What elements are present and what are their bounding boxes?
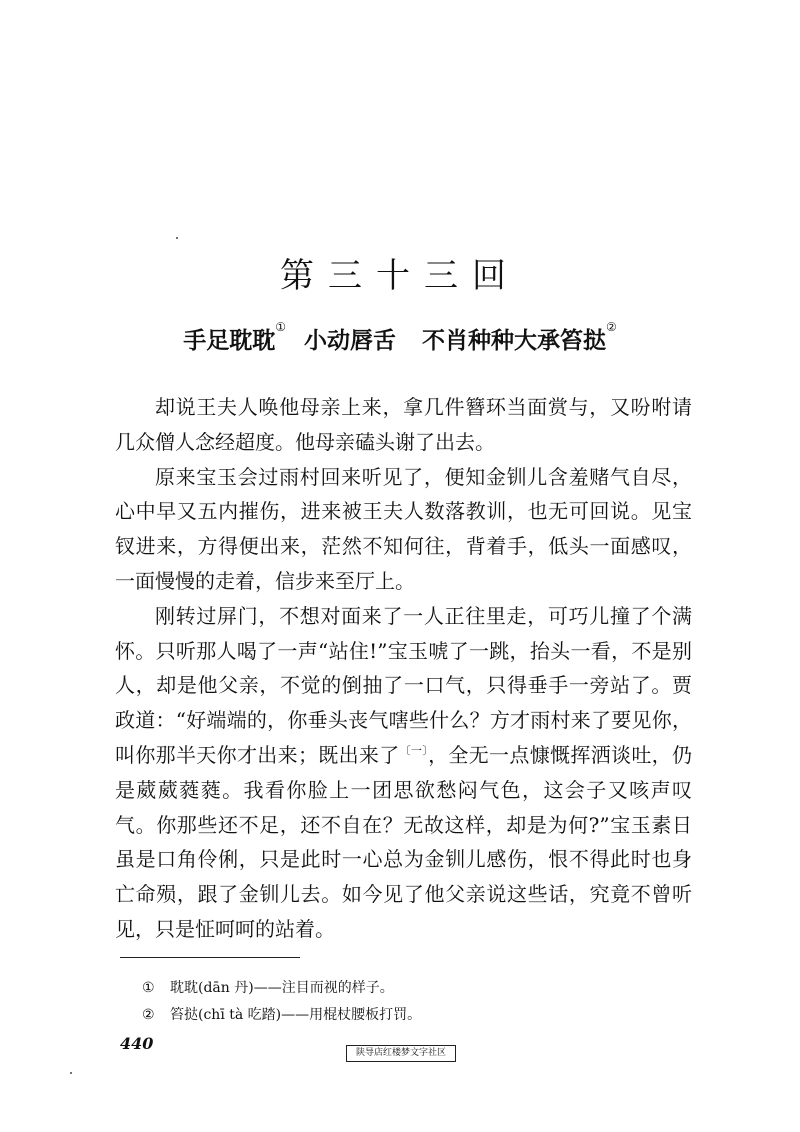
- footnote-1: [142, 975, 421, 1002]
- paragraph-2: 原来宝玉会过雨村回来听见了，便知金钏儿含羞赌气自尽，心中早又五内摧伤，进来被王夫人数落教训，也无可回说。见宝钗进来，方得便出来，茫然不知何往，背着手，低头一面感叹，一面慢慢的走着，信步来至厅上。: [115, 464, 692, 593]
- subtitle-part-1: 手足耽耽: [183, 327, 276, 354]
- page-number: 440: [120, 1034, 154, 1053]
- footnote-text: 笞挞(chī tà 吃踏)——用棍杖腰板打罚。: [170, 1007, 422, 1023]
- paragraph-1: 却说王夫人唤他母亲上来，拿几件簪环当面赏与，又吩咐请几众僧人念经超度。他母亲磕头谢了出去。: [115, 395, 692, 454]
- footnote-ref-2[interactable]: ②: [606, 320, 617, 334]
- subtitle-part-3: 不肖种种大承笞挞: [422, 327, 606, 354]
- footnote-2: [142, 1002, 421, 1029]
- paragraph-3: [115, 599, 692, 947]
- paragraph-3-part-2: ，全无一点慷慨挥洒谈吐，仍是葳葳蕤蕤。我看你脸上一团思欲愁闷气色，这会子又咳声叹气。你那些还不足，还不自在？无故这样，却是为何?”宝玉素日虽是口角伶俐，只是此时一心总为金钏儿感伤，恨不得此时也身亡命殒，跟了金钏儿去。如今见了他父亲说这些话，究竟不曾听见，只是怔呵呵的站着。: [115, 742, 693, 941]
- footnote-divider: [120, 957, 300, 958]
- chapter-subtitle: [0, 322, 800, 355]
- scan-speck: [176, 237, 178, 239]
- footnotes: [142, 975, 421, 1029]
- footnote-mark: ①: [142, 980, 155, 996]
- subtitle-part-2: 小动唇舌: [304, 327, 396, 354]
- watermark-stamp: 陕导店红楼梦文字社区: [346, 1045, 456, 1062]
- footnote-text: 耽耽(dān 丹)——注目而视的样子。: [170, 980, 394, 996]
- collation-note-mark[interactable]: 〔一〕: [399, 743, 429, 757]
- footnote-mark: ②: [142, 1007, 155, 1023]
- footnote-ref-1[interactable]: ①: [275, 320, 286, 334]
- scan-speck: [70, 1072, 72, 1074]
- body-text: [115, 390, 692, 947]
- paragraph-3-part-1: 刚转过屏门，不想对面来了一人正往里走，可巧儿撞了个满怀。只听那人喝了一声“站住!”宝玉唬了一跳，抬头一看，不是别人，却是他父亲，不觉的倒抽了一口气，只得垂手一旁站了。贾政道：“好端端的，你垂头丧气嗐些什么？方才雨村来了要见你，叫你那半天你才出来；既出来了: [115, 603, 692, 767]
- chapter-title: 第三十三回: [280, 256, 520, 296]
